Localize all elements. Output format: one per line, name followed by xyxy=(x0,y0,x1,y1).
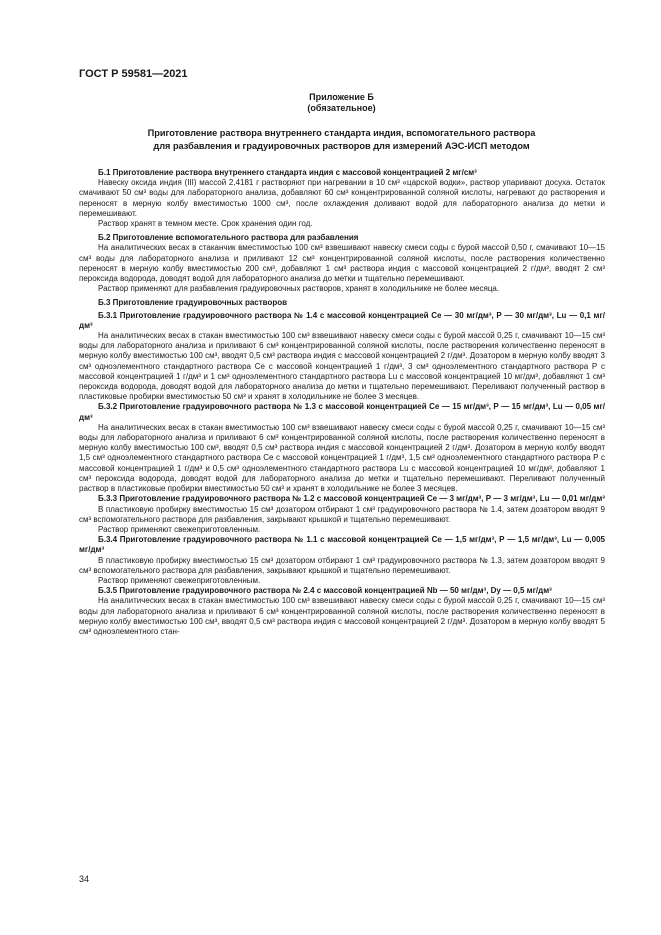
section-b35-paragraph-1: На аналитических весах в стакан вместимостью 100 см³ взвешивают навеску смеси соды с бурой массой 0,25 г, смачивают 10—15 см³ воды для лабораторного анализа и приливают 6 см³ концентрированной соляной кислоты, после растворения количественно переносят в мерную колбу вместимостью 100 см³, вводят 0,5 см³ раствора индия с массовой концентрацией 2 г/дм³. Дозатором в мерную колбу вводят 5 см³ одноэлементного стан- xyxy=(79,596,605,636)
section-b33-paragraph-1: В пластиковую пробирку вместимостью 15 см³ дозатором отбирают 1 см³ градуировочного раствора № 1.4, затем дозатором вводят 9 см³ вспомогательного раствора для разбавления, закрывают крышкой и тщательно перемешивают. xyxy=(79,504,605,524)
section-b3-heading: Б.3 Приготовление градуировочных растворов xyxy=(98,298,288,308)
section-b1-heading: Б.1 Приготовление раствора внутреннего стандарта индия с массовой концентрацией 2 мг/см³ xyxy=(98,168,477,177)
section-b32-heading: Б.3.2 Приготовление градуировочного раствора № 1.3 с массовой концентрацией Се — 15 мг/дм³, Р — 15 мг/дм³, Lu — 0,05 мг/дм³ xyxy=(79,402,605,422)
section-b35-heading: Б.3.5 Приготовление градуировочного раствора № 2.4 с массовой концентрацией Nb — 50 мг/дм³, Dy — 0,5 мг/дм³ xyxy=(98,586,552,596)
section-b2-paragraph-1: На аналитических весах в стаканчик вместимостью 100 см³ взвешивают навеску смеси соды с бурой массой 0,50 г, смачивают 10—15 см³ воды для лабораторного анализа и приливают 12 см³ концентрированной соляной кислоты, после растворения количественно переносят в мерную колбу вместимостью 200 см³, добавляют 1 см³ раствора индия с массовой концентрацией 2 г/дм³, вводят 2 см³ пероксида водорода, доводят водой для лабораторного анализа до метки и тщательно перемешивают. xyxy=(79,243,605,284)
section-b34-heading: Б.3.4 Приготовление градуировочного раствора № 1.1 с массовой концентрацией Се — 1,5 мг/дм³, Р — 1,5 мг/дм³, Lu — 0,005 мг/дм³ xyxy=(79,535,605,555)
appendix-heading xyxy=(79,92,604,114)
section-b32-paragraph-1: На аналитических весах в стакан вместимостью 100 см³ взвешивают навеску смеси соды с бурой массой 0,25 г, смачивают 10—15 см³ воды для лабораторного анализа и приливают 6 см³ концентрированной соляной кислоты, после растворения количественно переносят в мерную колбу вместимостью 100 см³, вводят 0,5 см³ раствора индия с массовой концентрацией 2 г/дм³. Дозатором в мерную колбу вводят 1,5 см³ одноэлементного стандартного раствора Се с массовой концентрацией 1 г/дм³, 1,5 см³ одноэлементного стандартного раствора Р с массовой концентрацией 1 г/дм³ и 0,5 см³ одноэлементного стандартного раствора Lu с массовой концентрацией 10 мг/дм³, добавляют 1 см³ пероксида водорода, доводят водой для лабораторного анализа до метки и тщательно перемешивают. Переливают полученный раствор в пластиковые пробирки вместимостью 50 см³ и хранят в холодильнике не более 3 месяцев. xyxy=(79,422,605,494)
document-body xyxy=(79,168,605,637)
standard-designation: ГОСТ Р 59581—2021 xyxy=(79,68,188,80)
section-b2-paragraph-2: Раствор применяют для разбавления градуировочных растворов, хранят в холодильнике не более месяца. xyxy=(98,284,500,294)
section-b34-paragraph-2: Раствор применяют свежеприготовленным. xyxy=(98,575,261,585)
section-b31-heading: Б.3.1 Приготовление градуировочного раствора № 1.4 с массовой концентрацией Се — 30 мг/дм³, Р — 30 мг/дм³, Lu — 0,1 мг/дм³ xyxy=(79,310,605,330)
section-b31-paragraph-1: На аналитических весах в стакан вместимостью 100 см³ взвешивают навеску смеси соды с бурой массой 0,25 г, смачивают 10—15 см³ воды для лабораторного анализа и приливают 6 см³ концентрированной соляной кислоты, после растворения количественно переносят в мерную колбу вместимостью 100 см³, вводят 0,5 см³ раствора индия с массовой концентрацией 2 г/дм³. Дозатором в мерную колбу вводят 3 см³ одноэлементного стандартного раствора Се с массовой концентрацией 1 г/дм³, 3 см³ одноэлементного стандартного раствора Р с массовой концентрацией 1 г/дм³ и 1 см³ одноэлементного стандартного раствора Lu с массовой концентрацией 10 мг/дм³, добавляют 1 см³ пероксида водорода, доводят водой для лабораторного анализа до метки и тщательно перемешивают. Переливают полученный раствор в пластиковые пробирки вместимостью 50 см³ и хранят в холодильнике не более 3 месяцев. xyxy=(79,331,605,402)
appendix-status: (обязательное) xyxy=(307,103,376,113)
appendix-title-line-1: Приготовление раствора внутреннего стандарта индия, вспомогательного раствора xyxy=(147,128,536,138)
appendix-title-line-2: для разбавления и градуировочных растворов для измерений АЭС-ИСП методом xyxy=(153,140,530,151)
section-b33-paragraph-2: Раствор применяют свежеприготовленным. xyxy=(98,524,261,534)
appendix-label: Приложение Б xyxy=(309,92,374,102)
section-b1-paragraph-2: Раствор хранят в темном месте. Срок хранения один год. xyxy=(98,219,313,229)
section-b34-paragraph-1: В пластиковую пробирку вместимостью 15 см³ дозатором отбирают 1 см³ градуировочного раствора № 1.3, затем дозатором вводят 9 см³ вспомогательного раствора для разбавления, закрывают крышкой и тщательно перемешивают. xyxy=(79,555,605,575)
appendix-title xyxy=(79,127,604,152)
page-number: 34 xyxy=(79,874,90,884)
section-b33-heading: Б.3.3 Приготовление градуировочного раствора № 1.2 с массовой концентрацией Се — 3 мг/дм³, Р — 3 мг/дм³, Lu — 0,01 мг/дм³ xyxy=(98,494,605,504)
section-b2-heading: Б.2 Приготовление вспомогательного раствора для разбавления xyxy=(98,233,359,243)
section-b1-paragraph-1: Навеску оксида индия (III) массой 2,4181 г растворяют при нагревании в 10 см³ «царской водки», раствор упаривают досуха. Остаток смачивают 50 см³ воды для лабораторного анализа, добавляют 60 см³ концентрированной соляной кислоты, нагревают до растворения и переносят в мерную колбу вместимостью 1000 см³, после охлаждения доливают водой для лабораторного анализа до метки и перемешивают. xyxy=(79,178,605,218)
